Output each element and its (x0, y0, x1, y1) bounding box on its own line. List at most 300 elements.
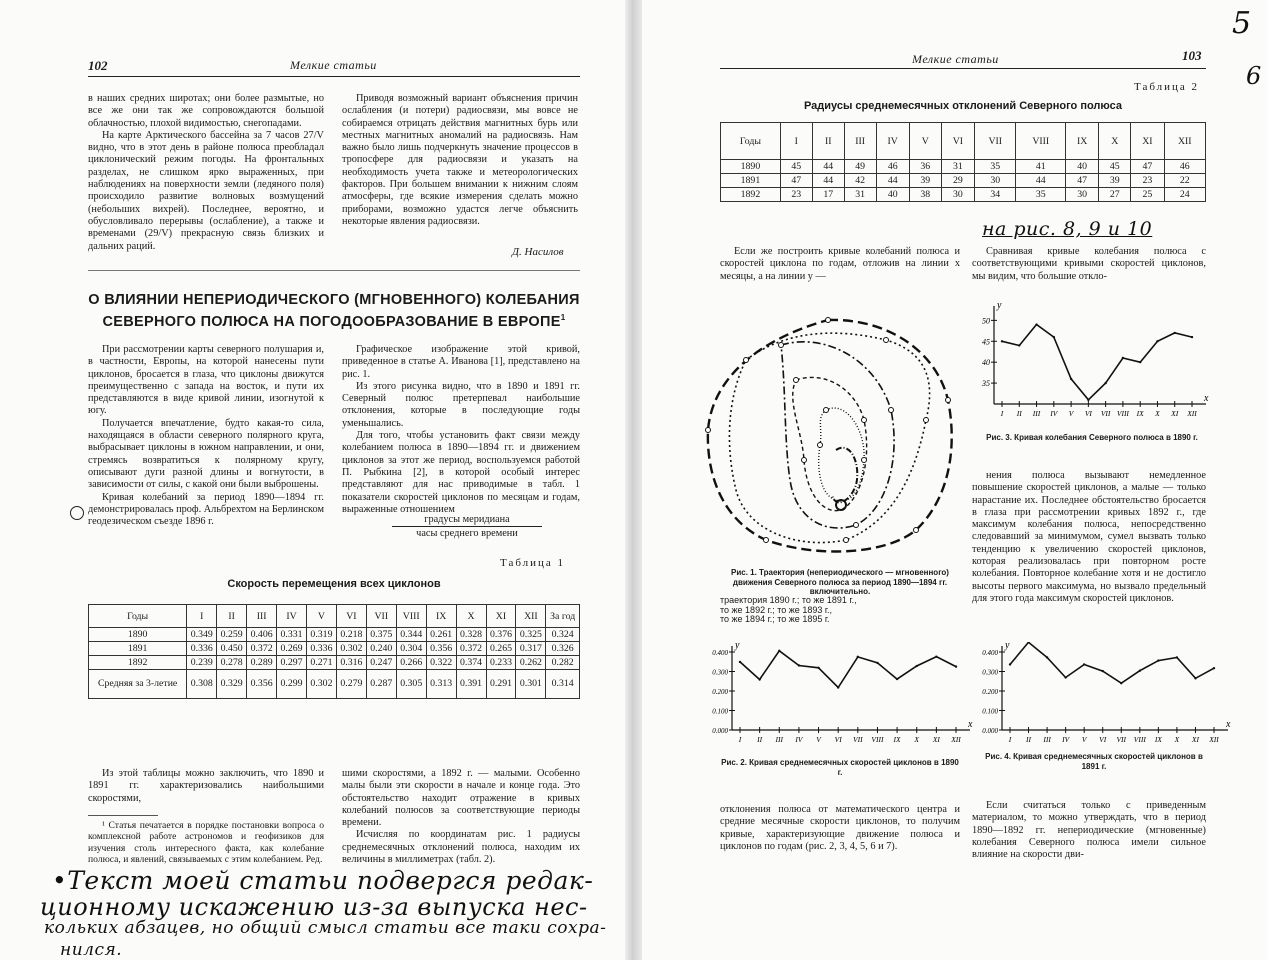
y-tick-label: 0.000 (712, 727, 728, 735)
x-tick-label: I (738, 735, 742, 744)
table-cell: 36 (909, 160, 941, 174)
legend-row: то же 1892 г.; то же 1893 г., (720, 604, 833, 615)
data-point (1157, 659, 1159, 661)
table-header-cell: X (456, 605, 486, 628)
table-cell: 44 (812, 174, 844, 188)
series-line (1010, 642, 1214, 683)
table-cell: 0.313 (426, 670, 456, 699)
table2-label: Таблица 2 (1134, 81, 1200, 93)
table-row (721, 174, 1206, 188)
fraction-numerator: градусы меридиана (392, 513, 542, 527)
data-point (817, 667, 819, 669)
table-cell: 0.287 (366, 670, 396, 699)
table-cell: 35 (975, 160, 1016, 174)
x-tick-label: IV (1050, 409, 1058, 418)
series-line (1002, 325, 1192, 400)
table-header-cell: VIII (1016, 123, 1066, 160)
x-tick-label: I (1008, 735, 1012, 744)
margin-mark-icon (70, 506, 84, 520)
table-cell: 0.289 (247, 656, 277, 670)
table2-header-row (721, 123, 1206, 160)
table-cell: 30 (975, 174, 1016, 188)
table-cell: 0.302 (306, 670, 336, 699)
paragraph: отклонения полюса от математического центра и средние месячные скорости циклонов, то получим кривые, характеризующие движение полюса и циклонов по годам (рис. 2, 3, 4, 5, 6 и 7). (720, 804, 960, 852)
table-cell: Средняя за 3-летие (89, 670, 187, 699)
data-point (1001, 340, 1003, 342)
data-point (1070, 378, 1072, 380)
table-header-cell: VII (975, 123, 1016, 160)
fig4-caption: Рис. 4. Кривая среднемесячных скоростей циклонов в 1891 г. (985, 752, 1203, 771)
x-tick-label: VIII (1116, 409, 1129, 418)
table1 (88, 604, 580, 699)
x-tick-label: IX (1154, 735, 1162, 744)
data-point (1009, 663, 1011, 665)
table-row (89, 628, 580, 642)
table-cell: 38 (909, 188, 941, 202)
data-point (778, 650, 780, 652)
table-cell: 46 (876, 160, 909, 174)
paragraph: Если же построить кривые колебаний полюса и скоростей циклона по годам, отложив на линии x месяцы, а на линии y — (720, 246, 960, 282)
data-point (1104, 382, 1106, 384)
table-cell: 0.356 (247, 670, 277, 699)
table-cell: 31 (844, 188, 876, 202)
table1-title: Скорость перемещения всех циклонов (227, 578, 441, 590)
data-point (916, 665, 918, 667)
fig2-caption: Рис. 2. Кривая среднемесячных скоростей циклонов в 1890 г. (721, 758, 959, 777)
table2-title: Радиусы среднемесячных отклонений Северного полюса (803, 100, 1123, 112)
table-row (721, 160, 1206, 174)
trajectory-1893 (793, 377, 867, 510)
table-cell: 0.336 (187, 642, 217, 656)
prev-article-left-column (88, 93, 324, 253)
data-point (1064, 676, 1066, 678)
paragraph: Получается впечатление, будто какая-то сила, находящаяся в области северного полярного круга, выбрасывает циклоны в южном направлении, и они, стремясь возвратиться к полярному кругу, описывают дуги разной длины и вогнутости, в зависимости от силы, с какой они были выброшены. (88, 417, 324, 491)
x-axis-letter: x (968, 719, 973, 730)
table-cell: 0.261 (426, 628, 456, 642)
table-header-cell: Годы (89, 605, 187, 628)
table-cell: 0.328 (456, 628, 486, 642)
speed-fraction (392, 513, 542, 540)
x-tick-label: III (1043, 735, 1051, 744)
data-point (955, 665, 957, 667)
table-cell: 39 (1099, 174, 1131, 188)
table-header-cell: III (844, 123, 876, 160)
table-cell: 0.240 (366, 642, 396, 656)
fig3-caption: Рис. 3. Кривая колебания Северного полюса в 1890 г. (986, 433, 1198, 442)
page-number-left: 102 (88, 58, 108, 73)
table-cell: 1890 (89, 628, 187, 642)
table-cell: 0.269 (277, 642, 307, 656)
x-tick-label: III (1032, 409, 1041, 418)
table-cell: 0.375 (366, 628, 396, 642)
table-cell: 0.239 (187, 656, 217, 670)
table-cell: 0.271 (306, 656, 336, 670)
book-gutter (625, 0, 642, 960)
table2-body (721, 160, 1206, 202)
table-cell: 1892 (89, 656, 187, 670)
y-axis-letter: y (735, 642, 740, 651)
table-cell: 47 (1066, 174, 1099, 188)
data-point (1046, 656, 1048, 658)
table-cell: 0.329 (217, 670, 247, 699)
paragraph: Если считаться только с приведенным материалом, то можно утверждать, что в период 1890—1892 гг. непериодические (мгновенные) колебания Северного полюса имели сильное влияние на скорости дви- (972, 800, 1206, 861)
table-cell: 0.450 (217, 642, 247, 656)
right-text-left-bottom (720, 804, 960, 853)
legend-row: траектория 1890 г.; то же 1891 г., (720, 595, 857, 605)
paragraph: На карте Арктического бассейна за 7 часов 27/V видно, что в этот день в районе полюса преобладал циклонический режим погоды. На фронтальных разделах, не слишком ярко выраженных, при наблюдениях на поверхности земли (ледяного поля) происходило развитие волновых возмущений (небольших вихрей). Последнее, вероятно, и обусловливало перерывы (ослабление), а также и временами (29/V) прекрасную связь близких и дальних раций. (88, 129, 324, 252)
table-row (721, 188, 1206, 202)
table-header-cell: IV (876, 123, 909, 160)
prev-article-right-column (342, 93, 578, 228)
data-point (1087, 399, 1089, 401)
table-cell: 0.259 (217, 628, 247, 642)
fig3-pole-chart (972, 300, 1212, 428)
table-row (89, 656, 580, 670)
paragraph: Графическое изображение этой кривой, приведенное в статье А. Иванова [1], представлено на рис. 1. (342, 344, 580, 380)
data-point (798, 664, 800, 666)
data-point (1053, 336, 1055, 338)
table-row (89, 670, 580, 699)
article-title: О ВЛИЯНИИ НЕПЕРИОДИЧЕСКОГО (МГНОВЕННОГО) КОЛЕБАНИЯ СЕВЕРНОГО ПОЛЮСА НА ПОГОДООБРАЗОВАНИЕ В ЕВРОПЕ$^1$ (88, 292, 580, 330)
table-header-cell: IV (277, 605, 307, 628)
table-cell: 0.233 (486, 656, 516, 670)
table-header-cell: IX (426, 605, 456, 628)
y-tick-label: 40 (982, 358, 990, 368)
data-point (758, 678, 760, 680)
table-cell: 22 (1164, 174, 1206, 188)
fraction-denominator: часы среднего времени (416, 528, 518, 539)
y-tick-label: 35 (982, 379, 990, 389)
x-tick-label: IX (1136, 409, 1144, 418)
x-tick-label: VII (853, 735, 863, 744)
footnote-rule (88, 805, 158, 816)
table-header-cell: I (780, 123, 812, 160)
paragraph: Из этой таблицы можно заключить, что 1890 и 1891 гг. характеризовались наибольшими скоростями, (88, 768, 324, 804)
corner-handwritten-mark: 5 (1232, 6, 1252, 41)
table-cell: 0.374 (456, 656, 486, 670)
data-point (857, 656, 859, 658)
trajectory-1892 (781, 342, 894, 528)
table-cell: 44 (876, 174, 909, 188)
data-point (1035, 323, 1037, 325)
y-tick-label: 0.300 (982, 668, 998, 677)
data-point (896, 678, 898, 680)
table-cell: 0.325 (516, 628, 546, 642)
page-number-right: 103 (1182, 48, 1202, 63)
table-cell: 0.314 (546, 670, 580, 699)
table-cell: 30 (1066, 188, 1099, 202)
table-cell: 0.304 (396, 642, 426, 656)
table-cell: 45 (1099, 160, 1131, 174)
table2 (720, 122, 1206, 202)
table-header-cell: VIII (396, 605, 426, 628)
data-point (837, 686, 839, 688)
table-header-cell: XII (1164, 123, 1206, 160)
paragraph: Для того, чтобы установить факт связи между колебанием полюса в 1890—1894 гг. и движением циклонов за этот же период, воспользуемся работой П. Рыбкина [2], в которой особый интерес представляют для нас приводимые в табл. 1 показатели скоростей циклонов по месяцам и годам, выраженные отношением (342, 430, 580, 515)
x-tick-label: X (1155, 409, 1160, 418)
data-point (1174, 332, 1176, 334)
table-cell: 24 (1164, 188, 1206, 202)
paragraph: Сравнивая кривые колебания полюса с соответствующими кривыми скоростей циклонов, мы видим, что большие откло- (972, 246, 1206, 282)
fig4-speed-chart-1891 (968, 642, 1236, 754)
paragraph: Кривая колебаний за период 1890—1894 гг. демонстрировалась проф. Альбрехтом на Берлинском геодезическом съезде 1896 г. (88, 491, 324, 528)
paragraph: Из этого рисунка видно, что в 1890 и 1891 гг. Северный полюс претерпевал наибольшие отклонения, которые в последующие годы уменьшались. (342, 380, 580, 429)
fig1-legend (720, 596, 960, 625)
table-cell: 47 (1131, 160, 1164, 174)
y-tick-label: 0.200 (982, 688, 998, 696)
table-cell: 30 (941, 188, 974, 202)
y-tick-label: 0.100 (982, 707, 998, 716)
data-point (1191, 336, 1193, 338)
data-point (739, 661, 741, 663)
y-tick-label: 0.200 (712, 688, 728, 696)
x-tick-label: IV (795, 735, 803, 744)
x-tick-label: I (1000, 409, 1004, 418)
y-tick-label: 45 (982, 337, 990, 347)
paragraph: шими скоростями, а 1892 г. — малыми. Особенно малы были эти скорости в начале и конце года. Это обстоятельство находит отражение в кривых колебаний полюсов за соответствующие периоды времени. (342, 768, 580, 829)
paragraph: Исчисляя по координатам рис. 1 радиусы среднемесячных отклонений полюса, находим их величины в миллиметрах (табл. 2). (342, 829, 580, 866)
table-cell: 1891 (721, 174, 781, 188)
table-cell: 0.265 (486, 642, 516, 656)
table-cell: 0.326 (546, 642, 580, 656)
table-cell: 39 (909, 174, 941, 188)
table-cell: 0.282 (546, 656, 580, 670)
table-cell: 0.336 (306, 642, 336, 656)
table-header-cell: Годы (721, 123, 781, 160)
x-axis-letter: x (1204, 393, 1209, 404)
y-tick-label: 0.400 (712, 649, 728, 657)
table-header-cell: VI (941, 123, 974, 160)
table-cell: 0.391 (456, 670, 486, 699)
footnote: ¹ Статья печатается в порядке постановки вопроса о комплексной работе астрономов и геофизиков для изучения столь интересного факта, как колебание полюса, и явлений, связываемых с этим колебанием. Ред. (88, 819, 324, 866)
table-cell: 40 (876, 188, 909, 202)
table1-header-row (89, 605, 580, 628)
right-text-right-top (972, 246, 1206, 283)
y-tick-label: 0.100 (712, 707, 728, 716)
data-point (1194, 677, 1196, 679)
table-header-cell: X (1099, 123, 1131, 160)
title-footnote-mark: 1 (560, 313, 566, 322)
trajectory-1895 (832, 448, 857, 503)
table-cell: 40 (1066, 160, 1099, 174)
handwritten-note-line: нился. (60, 940, 123, 960)
x-tick-label: VII (1100, 409, 1111, 418)
handwritten-note-line: кольких абзацев, но общий смысл статьи все таки сохра- (44, 918, 607, 938)
table-cell: 0.324 (546, 628, 580, 642)
table1-label: Таблица 1 (500, 557, 566, 569)
table-cell: 1891 (89, 642, 187, 656)
table-cell: 0.372 (247, 642, 277, 656)
table-cell: 23 (1131, 174, 1164, 188)
trajectory-1894 (819, 408, 864, 501)
data-point (876, 662, 878, 664)
data-point (935, 655, 937, 657)
x-tick-label: II (757, 735, 763, 744)
table-cell: 0.331 (277, 628, 307, 642)
table-header-cell: II (812, 123, 844, 160)
table-cell: 0.266 (396, 656, 426, 670)
table-header-cell: XII (516, 605, 546, 628)
article-divider (88, 270, 580, 271)
y-tick-label: 0.000 (982, 727, 998, 735)
paragraph: При рассмотрении карты северного полушария и, в частности, Европы, на которой нанесены пути циклонов, бросается в глаза, что циклоны движутся преимущественно с запада на восток, и пути их представляются в виде кривой линии, изогнутой к югу. (88, 344, 324, 417)
table-cell: 0.297 (277, 656, 307, 670)
table-row (89, 642, 580, 656)
table-cell: 47 (780, 174, 812, 188)
left-page (0, 0, 625, 960)
x-tick-label: VI (834, 735, 842, 744)
x-tick-label: II (1026, 735, 1032, 744)
table-cell: 46 (1164, 160, 1206, 174)
table-cell: 0.299 (277, 670, 307, 699)
table-cell: 49 (844, 160, 876, 174)
data-point (1102, 670, 1104, 672)
table-cell: 1892 (721, 188, 781, 202)
table-cell: 17 (812, 188, 844, 202)
table-header-cell: IX (1066, 123, 1099, 160)
running-head-right: Мелкие статьи (912, 52, 999, 66)
table-cell: 42 (844, 174, 876, 188)
series-line (740, 651, 956, 688)
table-cell: 35 (1016, 188, 1066, 202)
x-tick-label: XII (1187, 409, 1197, 418)
data-point (1122, 357, 1124, 359)
table-header-cell: V (306, 605, 336, 628)
paragraph: Приводя возможный вариант объяснения причин ослабления (и потери) радиосвязи, мы вовсе не собираемся отрицать действия магнитных бурь или местных магнитных аномалий на радиосвязь. Нам важно было лишь подчеркнуть значение процессов в тропосфере для радиосвязи и указать на необходимость учета также и метеорологических факторов. При большем внимании к нижним слоям атмосферы, где всякие измерения сделать можно приборами, возможно удастся легче объяснить некоторые явления радиосвязи. (342, 93, 578, 227)
table1-body (89, 628, 580, 699)
y-tick-label: 50 (982, 316, 990, 326)
fig1-trajectory (686, 300, 972, 564)
table-cell: 0.319 (306, 628, 336, 642)
x-tick-label: IX (893, 735, 901, 744)
x-tick-label: V (816, 735, 821, 744)
table-header-cell: V (909, 123, 941, 160)
table-cell: 0.279 (336, 670, 366, 699)
y-axis-letter: y (997, 300, 1002, 311)
table-header-cell: VI (336, 605, 366, 628)
data-point (1083, 663, 1085, 665)
data-point (1139, 670, 1141, 672)
legend-row: то же 1894 г.; то же 1895 г. (720, 614, 830, 624)
table-header-cell: II (217, 605, 247, 628)
table-cell: 0.349 (187, 628, 217, 642)
table-cell: 23 (780, 188, 812, 202)
table-cell: 0.301 (516, 670, 546, 699)
table-cell: 44 (812, 160, 844, 174)
after-table-left-column (88, 768, 324, 866)
running-head-left: Мелкие статьи (290, 58, 377, 72)
table-cell: 25 (1131, 188, 1164, 202)
x-tick-label: X (914, 735, 920, 744)
corner-handwritten-mark: 6 (1246, 62, 1262, 90)
table-header-cell: III (247, 605, 277, 628)
x-tick-label: V (1068, 409, 1074, 418)
fig2-speed-chart-1890 (698, 642, 978, 754)
table-cell: 0.316 (336, 656, 366, 670)
table-cell: 29 (941, 174, 974, 188)
table-cell: 0.322 (426, 656, 456, 670)
table-cell: 44 (1016, 174, 1066, 188)
table-header-cell: XI (486, 605, 516, 628)
table-cell: 0.308 (187, 670, 217, 699)
article-left-column (88, 344, 324, 528)
x-tick-label: XI (1191, 735, 1200, 744)
table-cell: 0.291 (486, 670, 516, 699)
x-tick-label: V (1081, 735, 1087, 744)
table-header-cell: XI (1131, 123, 1164, 160)
author-signature: Д. Насилов (512, 246, 564, 258)
handwritten-figure-reference: на рис. 8, 9 и 10 (982, 218, 1153, 240)
x-tick-label: II (1016, 409, 1022, 418)
right-text-left-top (720, 246, 960, 283)
handwritten-note-line: ционному искажению из-за выпуска нес- (40, 893, 588, 921)
handwritten-note-line: •Текст моей статьи подвергся редак- (52, 866, 594, 895)
table-cell: 34 (975, 188, 1016, 202)
table-header-cell: За год (546, 605, 580, 628)
table-cell: 45 (780, 160, 812, 174)
x-tick-label: XII (1209, 735, 1219, 744)
table-cell: 0.278 (217, 656, 247, 670)
paragraph: в наших средних широтах; они более размытые, но все же они так же сопровождаются большой облачностью, плохой видимостью, снегопадами. (88, 93, 324, 129)
fig1-caption: Рис. 1. Траектория (непериодического — мгновенного) движения Северного полюса за период 1890—1894 гг. включительно. (731, 568, 949, 596)
table-cell: 0.372 (456, 642, 486, 656)
x-tick-label: VIII (871, 735, 884, 744)
x-tick-label: IV (1062, 735, 1070, 744)
x-tick-label: X (1174, 735, 1180, 744)
y-tick-label: 0.300 (712, 668, 728, 677)
x-tick-label: VII (1116, 735, 1127, 744)
data-point (1213, 667, 1215, 669)
right-text-right-mid (972, 470, 1206, 605)
table-cell: 0.356 (426, 642, 456, 656)
table-cell: 0.376 (486, 628, 516, 642)
table-cell: 0.247 (366, 656, 396, 670)
x-tick-label: XI (932, 735, 940, 744)
y-tick-label: 0.400 (982, 649, 998, 657)
x-tick-label: VI (1084, 409, 1092, 418)
data-point (1156, 340, 1158, 342)
x-tick-label: XI (1171, 409, 1179, 418)
table-cell: 0.302 (336, 642, 366, 656)
right-page (642, 0, 1267, 960)
table-header-cell: VII (366, 605, 396, 628)
table-cell: 0.344 (396, 628, 426, 642)
after-table-right-column (342, 768, 580, 866)
right-text-right-bottom (972, 800, 1206, 861)
data-point (1139, 361, 1141, 363)
paragraph: нения полюса вызывают немедленное повышение скоростей циклонов, а малые — только нарастание их. Последнее обстоятельство бросается в глаза при рассмотрении кривых 1892 г., где максимум колебания полюса, непосредственно следовавший за минимумом, сумел вызвать только тенденцию к увеличению скоростей циклонов, которая реализовалась при повторном росте колебания. Повторное колебание хотя и не достигло высоты первого максимума, но вызвало предельный для этого года максимум скоростей циклонов. (972, 470, 1206, 604)
table-cell: 27 (1099, 188, 1131, 202)
x-axis-letter: x (1226, 719, 1231, 730)
header-rule-left (88, 76, 580, 77)
x-tick-label: VIII (1133, 735, 1146, 744)
trajectory-1890 (708, 320, 952, 552)
table-cell: 0.218 (336, 628, 366, 642)
table-cell: 0.406 (247, 628, 277, 642)
x-tick-label: III (775, 735, 784, 744)
y-axis-letter: y (1005, 642, 1010, 651)
table-cell: 0.317 (516, 642, 546, 656)
data-point (1018, 344, 1020, 346)
table-cell: 31 (941, 160, 974, 174)
table-cell: 41 (1016, 160, 1066, 174)
table-header-cell: I (187, 605, 217, 628)
data-point (1120, 682, 1122, 684)
x-tick-label: VI (1099, 735, 1107, 744)
table-cell: 0.262 (516, 656, 546, 670)
data-point (1176, 656, 1178, 658)
trajectory-1891 (729, 333, 929, 542)
